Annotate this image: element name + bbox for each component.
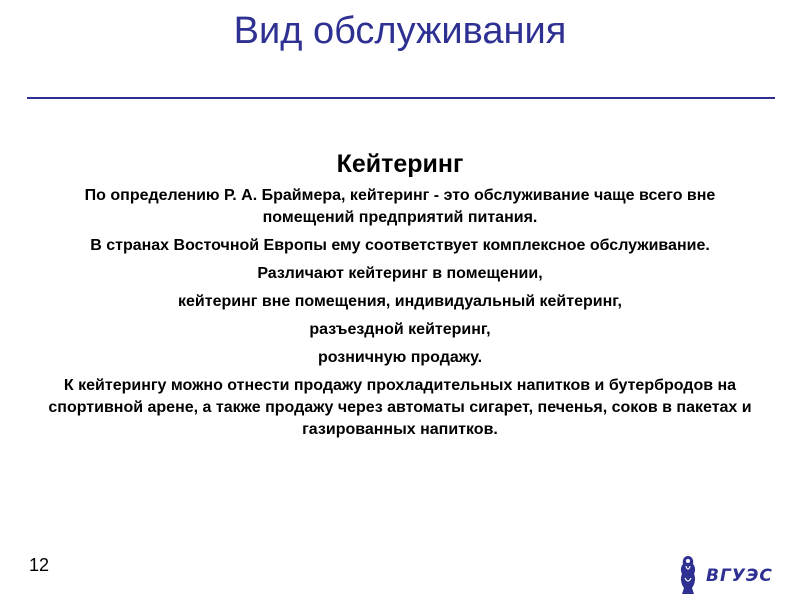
paragraph-types-mobile: разъездной кейтеринг, (309, 321, 491, 338)
paragraph-definition: По определению Р. А. Браймера, кейтеринг - это обслуживание чаще всего вне помещений предприятий питания. (84, 187, 716, 226)
slide-number: 12 (29, 555, 50, 575)
paragraph-types-intro: Различают кейтеринг в помещении, (257, 265, 543, 282)
university-emblem-icon (676, 554, 700, 596)
paragraph-types-retail: розничную продажу. (317, 349, 483, 366)
paragraph-examples: К кейтерингу можно отнести продажу прохладительных напитков и бутербродов на спортивной арене, а также продажу через автоматы сигарет, печенья, соков в пакетах и газированных напитков. (48, 377, 752, 438)
logo-text: ВГУЭС (706, 566, 773, 586)
slide-title: Вид обслуживания (233, 10, 567, 52)
paragraph-eastern-europe: В странах Восточной Европы ему соответствует комплексное обслуживание. (90, 237, 710, 254)
paragraph-types-outdoor: кейтеринг вне помещения, индивидуальный кейтеринг, (178, 293, 622, 310)
section-heading: Кейтеринг (336, 150, 464, 178)
slide-content (40, 147, 760, 447)
university-logo (676, 552, 776, 600)
title-divider (27, 97, 775, 99)
